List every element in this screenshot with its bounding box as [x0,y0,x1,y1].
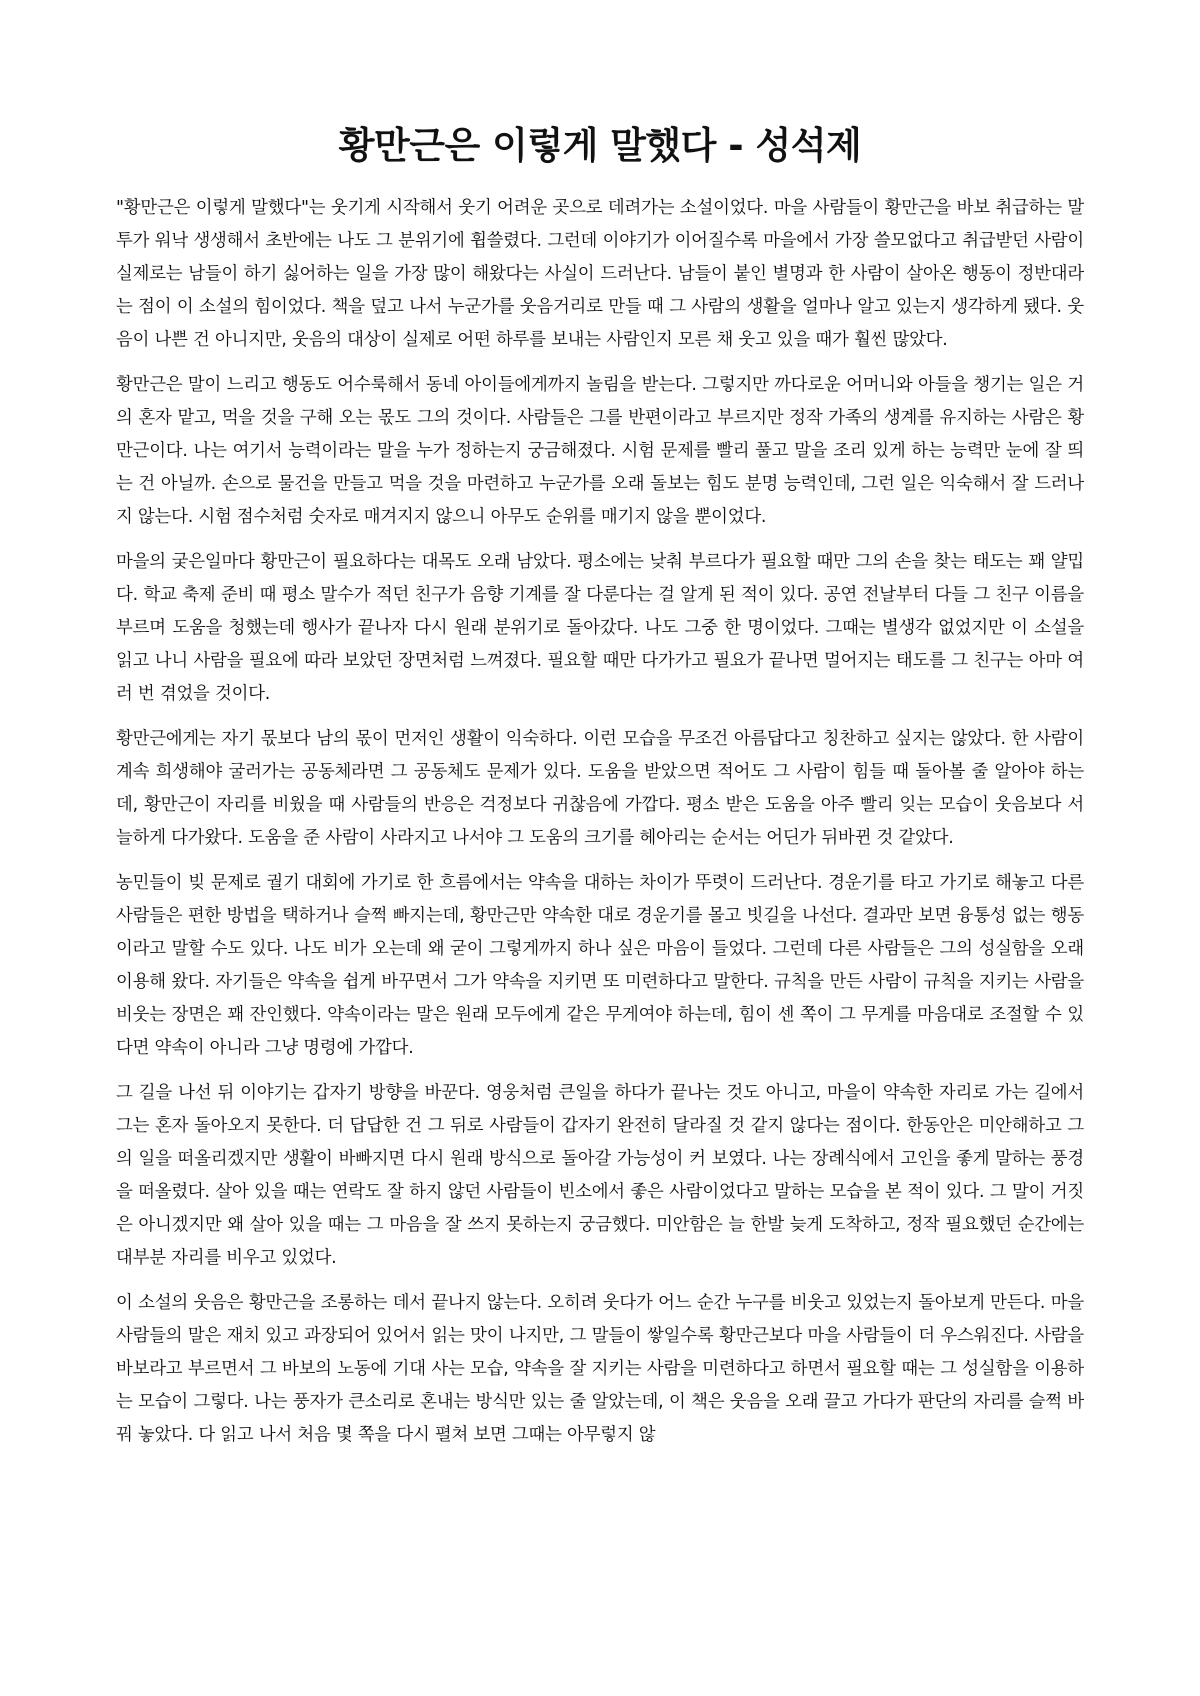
document-body [116,192,1084,1464]
paragraph-5: 농민들이 빚 문제로 궐기 대회에 가기로 한 흐름에서는 약속을 대하는 차이가 뚜렷이 드러난다. 경운기를 타고 가기로 해놓고 다른 사람들은 편한 방법을 택하거나 슬쩍 빠지는데, 황만근만 약속한 대로 경운기를 몰고 빗길을 나선다. 결과만 보면 융통성 없는 행동이라고 말할 수도 있다. 나도 비가 오는데 왜 굳이 그렇게까지 하나 싶은 마음이 들었다. 그런데 다른 사람들은 그의 성실함을 오래 이용해 왔다. 자기들은 약속을 쉽게 바꾸면서 그가 약속을 지키면 또 미련하다고 말한다. 규칙을 만든 사람이 규칙을 지키는 사람을 비웃는 장면은 꽤 잔인했다. 약속이라는 말은 원래 모두에게 같은 무게여야 하는데, 힘이 센 쪽이 그 무게를 마음대로 조절할 수 있다면 약속이 아니라 그냥 명령에 가깝다. [116,873,1084,1058]
paragraph-4: 황만근에게는 자기 몫보다 남의 몫이 먼저인 생활이 익숙하다. 이런 모습을 무조건 아름답다고 칭찬하고 싶지는 않았다. 한 사람이 계속 희생해야 굴러가는 공동체라면 그 공동체도 문제가 있다. 도움을 받았으면 적어도 그 사람이 힘들 때 돌아볼 줄 알아야 하는데, 황만근이 자리를 비웠을 때 사람들의 반응은 걱정보다 귀찮음에 가깝다. 평소 받은 도움을 아주 빨리 잊는 모습이 웃음보다 서늘하게 다가왔다. 도움을 준 사람이 사라지고 나서야 그 도움의 크기를 헤아리는 순서는 어딘가 뒤바뀐 것 같았다. [116,729,1084,848]
document-title: 황만근은 이렇게 말했다 - 성석제 [338,124,862,167]
paragraph-1: "황만근은 이렇게 말했다"는 웃기게 시작해서 웃기 어려운 곳으로 데려가는 소설이었다. 마을 사람들이 황만근을 바보 취급하는 말투가 워낙 생생해서 초반에는 나도 그 분위기에 휩쓸렸다. 그런데 이야기가 이어질수록 마을에서 가장 쓸모없다고 취급받던 사람이 실제로는 남들이 하기 싫어하는 일을 가장 많이 해왔다는 사실이 드러난다. 남들이 붙인 별명과 한 사람이 살아온 행동이 정반대라는 점이 이 소설의 힘이었다. 책을 덮고 나서 누군가를 웃음거리로 만들 때 그 사람의 생활을 얼마나 알고 있는지 생각하게 됐다. 웃음이 나쁜 건 아니지만, 웃음의 대상이 실제로 어떤 하루를 보내는 사람인지 모른 채 웃고 있을 때가 훨씬 많았다. [116,198,1084,350]
paragraph-2: 황만근은 말이 느리고 행동도 어수룩해서 동네 아이들에게까지 놀림을 받는다. 그렇지만 까다로운 어머니와 아들을 챙기는 일은 거의 혼자 맡고, 먹을 것을 구해 오는 몫도 그의 것이다. 사람들은 그를 반편이라고 부르지만 정작 가족의 생계를 유지하는 사람은 황만근이다. 나는 여기서 능력이라는 말을 누가 정하는지 궁금해졌다. 시험 문제를 빨리 풀고 말을 조리 있게 하는 능력만 눈에 잘 띄는 건 아닐까. 손으로 물건을 만들고 먹을 것을 마련하고 누군가를 오래 돌보는 힘도 분명 능력인데, 그런 일은 익숙해서 잘 드러나지 않는다. 시험 점수처럼 숫자로 매겨지지 않으니 아무도 순위를 매기지 않을 뿐이었다. [116,375,1084,527]
paragraph-6: 그 길을 나선 뒤 이야기는 갑자기 방향을 바꾼다. 영웅처럼 큰일을 하다가 끝나는 것도 아니고, 마을이 약속한 자리로 가는 길에서 그는 혼자 돌아오지 못한다. 더 답답한 건 그 뒤로 사람들이 갑자기 완전히 달라질 것 같지 않다는 점이다. 한동안은 미안해하고 그의 일을 떠올리겠지만 생활이 바빠지면 다시 원래 방식으로 돌아갈 가능성이 커 보였다. 나는 장례식에서 고인을 좋게 말하는 풍경을 떠올렸다. 살아 있을 때는 연락도 잘 하지 않던 사람들이 빈소에서 좋은 사람이었다고 말하는 모습을 본 적이 있다. 그 말이 거짓은 아니겠지만 왜 살아 있을 때는 그 마음을 잘 쓰지 못하는지 궁금했다. 미안함은 늘 한발 늦게 도착하고, 정작 필요했던 순간에는 대부분 자리를 비우고 있었다. [116,1083,1084,1268]
paragraph-3: 마을의 궂은일마다 황만근이 필요하다는 대목도 오래 남았다. 평소에는 낮춰 부르다가 필요할 때만 그의 손을 찾는 태도는 꽤 얄밉다. 학교 축제 준비 때 평소 말수가 적던 친구가 음향 기계를 잘 다룬다는 걸 알게 된 적이 있다. 공연 전날부터 다들 그 친구 이름을 부르며 도움을 청했는데 행사가 끝나자 다시 원래 분위기로 돌아갔다. 나도 그중 한 명이었다. 그때는 별생각 없었지만 이 소설을 읽고 나니 사람을 필요에 따라 보았던 장면처럼 느껴졌다. 필요할 때만 다가가고 필요가 끝나면 멀어지는 태도를 그 친구는 아마 여러 번 겪었을 것이다. [116,552,1084,704]
paragraph-7: 이 소설의 웃음은 황만근을 조롱하는 데서 끝나지 않는다. 오히려 웃다가 어느 순간 누구를 비웃고 있었는지 돌아보게 만든다. 마을 사람들의 말은 재치 있고 과장되어 있어서 읽는 맛이 나지만, 그 말들이 쌓일수록 황만근보다 마을 사람들이 더 우스워진다. 사람을 바보라고 부르면서 그 바보의 노동에 기대 사는 모습, 약속을 잘 지키는 사람을 미련하다고 하면서 필요할 때는 그 성실함을 이용하는 모습이 그렇다. 나는 풍자가 큰소리로 혼내는 방식만 있는 줄 알았는데, 이 책은 웃음을 오래 끌고 가다가 판단의 자리를 슬쩍 바꿔 놓았다. 다 읽고 나서 처음 몇 쪽을 다시 펼쳐 보면 그때는 아무렇지 않 [116,1293,1084,1445]
